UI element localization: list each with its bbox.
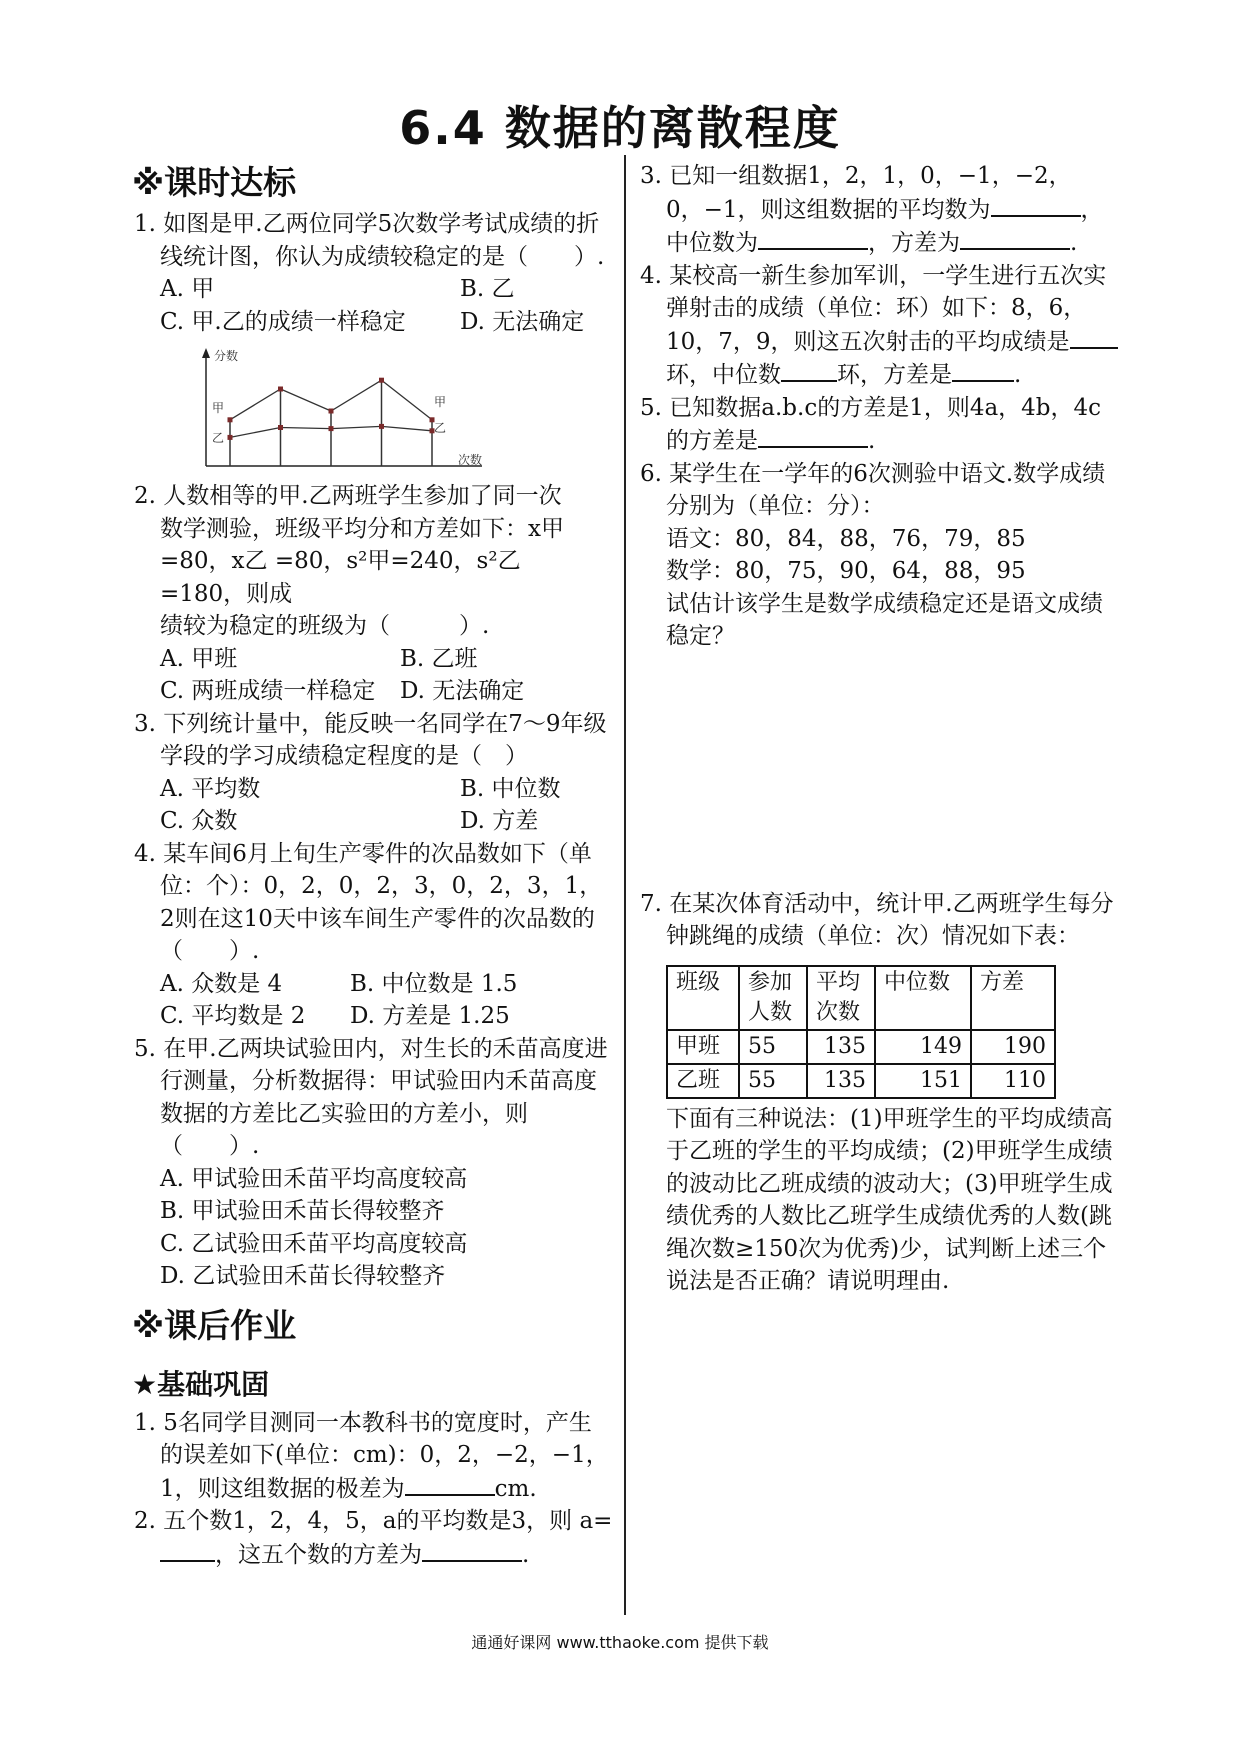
r4-text: 4. 某校高一新生参加军训，一学生进行五次实弹射击的成绩（单位：环）如下：8，6，10，7，9，则这五次射击的平均成绩是	[640, 262, 1107, 355]
data-point	[278, 387, 283, 392]
r3-mid1: ，中位数为	[666, 196, 1104, 256]
homework-question-2	[134, 1505, 614, 1571]
table-cell: 甲班	[667, 1030, 739, 1064]
question-1-stem: 1. 如图是甲.乙两位同学5次数学考试成绩的折线统计图，你认为成绩较稳定的是（ ）.	[134, 211, 605, 270]
table-cell: 乙班	[667, 1064, 739, 1098]
question-r7-stem: 7. 在某次体育活动中，统计甲.乙两班学生每分钟跳绳的成绩（单位：次）情况如下表：	[640, 890, 1114, 949]
question-5-stem: 5. 在甲.乙两块试验田内，对生长的禾苗高度进行测量，分析数据得：甲试验田内禾苗高度数据的方差比乙实验田的方差小，则（ ）.	[134, 1035, 608, 1159]
r6-math-scores: 数学：80，75，90，64，88，95	[666, 558, 1026, 584]
answer-blank	[960, 226, 1070, 250]
data-point	[278, 425, 283, 430]
question-1-options	[134, 273, 614, 338]
data-point	[228, 417, 233, 422]
section-heading-class-goals: ※课时达标	[132, 163, 297, 202]
homework-2-mid: ，这五个数的方差为	[215, 1541, 422, 1568]
option-d: D. 乙试验田禾苗长得较整齐	[160, 1263, 446, 1289]
answer-blank	[781, 358, 837, 382]
option-d: D. 无法确定	[400, 678, 525, 704]
table-cell: 110	[971, 1064, 1055, 1098]
table-cell: 55	[739, 1064, 807, 1098]
option-c: C. 两班成绩一样稳定	[160, 678, 376, 704]
question-2-line-4: 绩较为稳定的班级为（ ）.	[160, 613, 490, 639]
option-b: B. 乙班	[400, 645, 478, 672]
data-point	[228, 435, 233, 440]
homework-2-text: 2. 五个数1，2，4，5，a的平均数是3，则 a=	[134, 1508, 613, 1534]
option-c: C. 乙试验田禾苗平均高度较高	[160, 1230, 468, 1257]
answer-blank	[1070, 325, 1118, 349]
y-axis-arrow	[202, 348, 210, 358]
question-2-line-2: 数学测验，班级平均分和方差如下：x甲	[160, 515, 564, 542]
header-cell: 中位数	[875, 966, 971, 1030]
question-r5	[640, 392, 1120, 458]
jump-rope-table	[666, 965, 1056, 1099]
legend-jia-right: 甲	[434, 395, 447, 409]
section-heading-homework: ※课后作业	[132, 1305, 297, 1345]
r4-end: .	[1014, 362, 1022, 388]
data-point	[379, 378, 384, 383]
x-axis-label: 次数	[458, 453, 483, 467]
homework-2-end: .	[522, 1541, 530, 1568]
table-cell: 190	[971, 1030, 1055, 1064]
legend-jia-left: 甲	[212, 401, 225, 415]
page-title: 6.4 数据的离散程度	[399, 101, 841, 155]
option-b: B. 甲试验田禾苗长得较整齐	[160, 1198, 445, 1224]
option-b: B. 中位数	[460, 775, 561, 802]
option-c: C. 众数	[160, 808, 238, 834]
subsection-heading-basics: ★基础巩固	[132, 1367, 270, 1401]
question-5-options	[134, 1163, 614, 1293]
question-2-line-1: 2. 人数相等的甲.乙两班学生参加了同一次	[134, 483, 562, 509]
table-cell: 135	[807, 1064, 875, 1098]
answer-blank	[991, 193, 1081, 217]
option-b: B. 乙	[460, 276, 515, 302]
question-4-options	[134, 968, 614, 1033]
option-a: A. 甲	[160, 276, 215, 302]
option-d: D. 方差是 1.25	[350, 1003, 510, 1029]
option-a: A. 平均数	[160, 775, 261, 802]
question-2-options	[134, 643, 614, 708]
data-point	[329, 409, 334, 414]
table-cell: 55	[739, 1030, 807, 1064]
answer-blank	[160, 1538, 215, 1562]
y-axis-label: 分数	[214, 349, 239, 363]
r3-text: 3. 已知一组数据1，2，1，0，−1，−2，0，−1，则这组数据的平均数为	[640, 163, 1072, 223]
question-4-stem: 4. 某车间6月上旬生产零件的次品数如下（单位：个）：0，2，0，2，3，0，2，3，1，2则在这10天中该车间生产零件的次品数的（ ）.	[134, 840, 603, 964]
option-a: A. 甲班	[160, 645, 238, 672]
answer-blank	[405, 1472, 495, 1496]
option-d: D. 无法确定	[460, 308, 585, 335]
r6-question: 试估计该学生是数学成绩稳定还是语文成绩稳定？	[666, 590, 1103, 649]
table-cell: 149	[875, 1030, 971, 1064]
answer-blank	[758, 424, 868, 448]
table-row	[667, 1064, 1055, 1098]
r3-end: .	[1070, 230, 1078, 256]
data-point	[379, 424, 384, 429]
legend-yi-right: 乙	[434, 421, 447, 435]
homework-1-unit: cm.	[494, 1475, 537, 1502]
table-row	[667, 1030, 1055, 1064]
legend-yi-left: 乙	[212, 431, 225, 445]
question-2	[134, 480, 614, 643]
r3-mid2: ，方差为	[868, 230, 960, 256]
data-point	[329, 426, 334, 431]
r5-end: .	[868, 428, 876, 454]
header-cell: 参加人数	[739, 966, 807, 1030]
table-cell: 151	[875, 1064, 971, 1098]
homework-question-1	[134, 1407, 614, 1506]
option-c: C. 平均数是 2	[160, 1003, 306, 1029]
header-cell: 班级	[667, 966, 739, 1030]
option-a: A. 甲试验田禾苗平均高度较高	[160, 1165, 468, 1192]
question-3-options	[134, 773, 614, 838]
r5-text: 5. 已知数据a.b.c的方差是1，则4a，4b，4c的方差是	[640, 394, 1102, 454]
option-b: B. 中位数是 1.5	[350, 970, 518, 997]
option-a: A. 众数是 4	[160, 970, 283, 997]
r6-stem: 6. 某学生在一学年的6次测验中语文.数学成绩分别为（单位：分）：	[640, 460, 1106, 519]
r6-chinese-scores: 语文：80，84，88，76，79，85	[666, 525, 1026, 552]
answer-space	[640, 653, 1120, 888]
answer-blank	[422, 1538, 522, 1562]
line-chart	[182, 346, 614, 476]
homework-1-text: 1. 5名同学目测同一本教科书的宽度时，产生的误差如下(单位：cm)：0，2，−2，−1，1，则这组数据的极差为	[134, 1409, 609, 1502]
question-r4	[640, 260, 1120, 392]
question-r3	[640, 160, 1120, 260]
page-footer: 通通好课网 www.tthaoke.com 提供下载	[471, 1633, 769, 1652]
right-column	[640, 160, 1120, 1298]
question-3-stem: 3. 下列统计量中，能反映一名同学在7～9年级学段的学习成绩稳定程度的是（ ）	[134, 710, 607, 769]
table-cell: 135	[807, 1030, 875, 1064]
option-c: C. 甲.乙的成绩一样稳定	[160, 308, 406, 335]
question-r6	[640, 458, 1120, 653]
answer-blank	[758, 226, 868, 250]
answer-blank	[952, 358, 1014, 382]
left-column	[134, 160, 614, 1571]
r4-mid2: 环，方差是	[837, 362, 952, 388]
table-header-row	[667, 966, 1055, 1030]
question-2-line-3: =80，x乙 =80，s²甲=240，s²乙 =180，则成	[160, 548, 521, 607]
option-d: D. 方差	[460, 808, 539, 834]
r7-statements: 下面有三种说法：(1)甲班学生的平均成绩高于乙班的学生的平均成绩；(2)甲班学生成绩的波动比乙班成绩的波动大；(3)甲班学生成绩优秀的人数比乙班学生成绩优秀的人数(跳绳次数≥150次为优秀)少，试判断上述三个说法是否正确？请说明理由.	[666, 1105, 1113, 1294]
header-cell: 平均次数	[807, 966, 875, 1030]
column-divider	[624, 155, 626, 1615]
r4-mid1: 环，中位数	[666, 362, 781, 388]
header-cell: 方差	[971, 966, 1055, 1030]
